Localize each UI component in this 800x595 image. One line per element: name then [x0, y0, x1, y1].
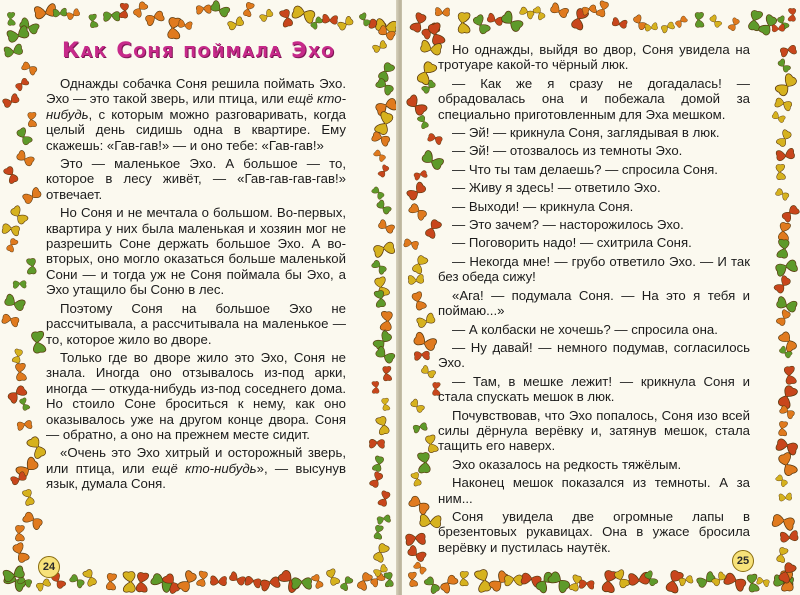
text-run: Поэтому Соня на большое Эхо не рассчитывала, а рассчитывала на маленькое — то, которое жило во дворе.	[46, 300, 346, 347]
left-page	[0, 0, 398, 595]
paragraph	[438, 180, 750, 195]
butterfly-icon	[369, 380, 382, 395]
paragraph	[46, 445, 346, 491]
paragraph	[438, 509, 750, 555]
text-run: », — высунув язык, думала Соня.	[46, 460, 346, 492]
paragraph	[438, 374, 750, 405]
paragraph	[438, 408, 750, 454]
butterfly-icon	[402, 235, 421, 254]
butterfly-icon	[778, 526, 800, 547]
text-run: Но однажды, выйдя во двор, Соня увидела на тротуаре какой-то чёрный люк.	[438, 42, 750, 73]
butterfly-icon	[84, 12, 101, 30]
text-run: Это — маленькое Эхо. А большое — то, которое в лесу живёт, — «Гав-гав-гав-гав!» отвечает.	[46, 156, 346, 202]
butterfly-icon	[366, 468, 388, 491]
text-run: Эхо оказалось на редкость тяжёлым.	[452, 456, 682, 472]
text-run: — Поговорить надо! — схитрила Соня.	[452, 235, 692, 251]
butterfly-icon	[368, 435, 386, 451]
text-run: — Что ты там делаешь? — спросила Соня.	[452, 161, 718, 177]
page-number-25: 25	[732, 550, 754, 572]
butterfly-icon	[592, 0, 614, 21]
paragraph	[46, 205, 346, 297]
butterfly-icon	[370, 288, 391, 310]
butterfly-icon	[375, 215, 398, 238]
italic-phrase: ещё кто-нибудь	[46, 91, 346, 122]
text-run: — Эй! — крикнула Соня, заглядывая в люк.	[452, 125, 720, 141]
paragraph	[438, 322, 750, 337]
butterfly-icon	[785, 7, 799, 23]
butterfly-icon	[777, 491, 793, 506]
butterfly-icon	[410, 418, 429, 436]
text-run: Почувствовав, что Эхо попалось, Соня изо всей силы дёрнула верёвку и, затянув мешок, стала тащить его наверх.	[438, 407, 750, 454]
italic-phrase: ещё кто-нибудь	[151, 460, 257, 476]
page-number-24: 24	[38, 556, 60, 578]
text-run: Соня увидела две огромные лапы в брезентовых рукавицах. Она в ужасе бросила верёвку и пустилась наутёк.	[438, 508, 750, 555]
butterfly-icon	[23, 257, 41, 276]
butterfly-icon	[406, 395, 428, 417]
butterfly-icon	[455, 570, 471, 587]
text-run: «Очень это Эхо хитрый и осторожный зверь, или птица, или	[46, 445, 346, 476]
text-run: Наконец мешок показался из темноты. А за ним...	[438, 475, 750, 506]
paragraph	[438, 143, 750, 158]
butterfly-icon	[643, 20, 659, 35]
butterfly-icon	[374, 488, 395, 510]
butterfly-icon	[406, 271, 426, 289]
text-run: — Живу я здесь! — ответило Эхо.	[452, 180, 661, 196]
text-run: — Это зачем? — насторожилось Эхо.	[452, 217, 684, 233]
paragraph	[438, 254, 750, 285]
story-title: Как Соня поймала Эхо	[62, 38, 336, 62]
paragraph	[438, 475, 750, 506]
butterfly-icon	[706, 12, 725, 32]
paragraph	[46, 76, 346, 153]
butterfly-icon	[578, 575, 596, 592]
paragraph	[438, 288, 750, 319]
butterfly-icon	[101, 571, 120, 592]
text-run: — Ну давай! — немного подумав, согласилось Эхо.	[438, 339, 750, 371]
butterfly-icon	[12, 277, 28, 291]
right-page-text	[438, 42, 750, 558]
butterfly-icon	[15, 395, 33, 413]
text-run: Однажды собачка Соня решила поймать Эхо. Эхо — это такой зверь, или птица, или	[46, 76, 346, 107]
right-page	[402, 0, 800, 595]
paragraph	[438, 76, 750, 122]
paragraph	[438, 457, 750, 472]
paragraph	[438, 340, 750, 371]
paragraph	[438, 217, 750, 232]
butterfly-icon	[257, 6, 278, 26]
paragraph	[438, 199, 750, 214]
text-run: , с которым можно разговаривать, когда целый день сидишь одна в квартире. Ему скажешь: «Гав-гав!» — и оно тебе: «Гав-гав!»	[46, 106, 346, 153]
butterfly-icon	[413, 346, 432, 363]
butterfly-icon	[609, 14, 629, 33]
butterfly-icon	[15, 415, 34, 433]
text-run: Но Соня и не мечтала о большом. Во-первых, квартира у них была маленькая и хозяин мог не разрешить Соне держать большое Эхо. А во-вторых, оно могло оказаться больше маленькой Сони — и тогда уж не Соня поймала бы Эхо, а Эхо утащило бы Соню в лес.	[46, 205, 346, 298]
butterfly-icon	[375, 162, 393, 181]
paragraph	[438, 42, 750, 73]
text-run: — Выходи! — крикнула Соня.	[452, 198, 634, 214]
butterfly-icon	[725, 15, 744, 34]
paragraph	[46, 350, 346, 442]
text-run: — Некогда мне! — грубо ответило Эхо. — И так без обеда сижу!	[438, 253, 750, 285]
text-run: — Как же я сразу не догадалась! — обрадовалась она и побежала домой за специально приготовленным для Эха мешком.	[438, 75, 750, 122]
paragraph	[46, 156, 346, 202]
text-run: — Эй! — отозвалось из темноты Эхо.	[452, 143, 683, 159]
text-run: Только где во дворе жило это Эхо, Соня не знала. Иногда оно отзывалось из-под арки, иногда — откуда-нибудь из-под соседнего дома. Но стоило Соне броситься к нему, как оно оказывалось уже на другом конце двора. Соня — обратно, а оно на прежнем месте сидит.	[46, 349, 346, 442]
butterfly-icon	[417, 362, 439, 383]
paragraph	[438, 125, 750, 140]
text-run: — А колбаски не хочешь? — спросила она.	[452, 321, 718, 337]
paragraph	[46, 301, 346, 347]
butterfly-icon	[239, 0, 258, 19]
butterfly-icon	[771, 163, 788, 182]
paragraph	[438, 235, 750, 250]
text-run: — Там, в мешке лежит! — крикнула Соня и стала спускать мешок в люк.	[438, 373, 750, 405]
paragraph	[438, 162, 750, 177]
butterfly-icon	[10, 361, 30, 383]
left-page-text	[46, 76, 346, 495]
text-run: «Ага! — подумала Соня. — На это я тебя и поймаю...»	[438, 287, 750, 319]
butterfly-icon	[770, 22, 786, 36]
butterfly-icon	[378, 396, 393, 412]
